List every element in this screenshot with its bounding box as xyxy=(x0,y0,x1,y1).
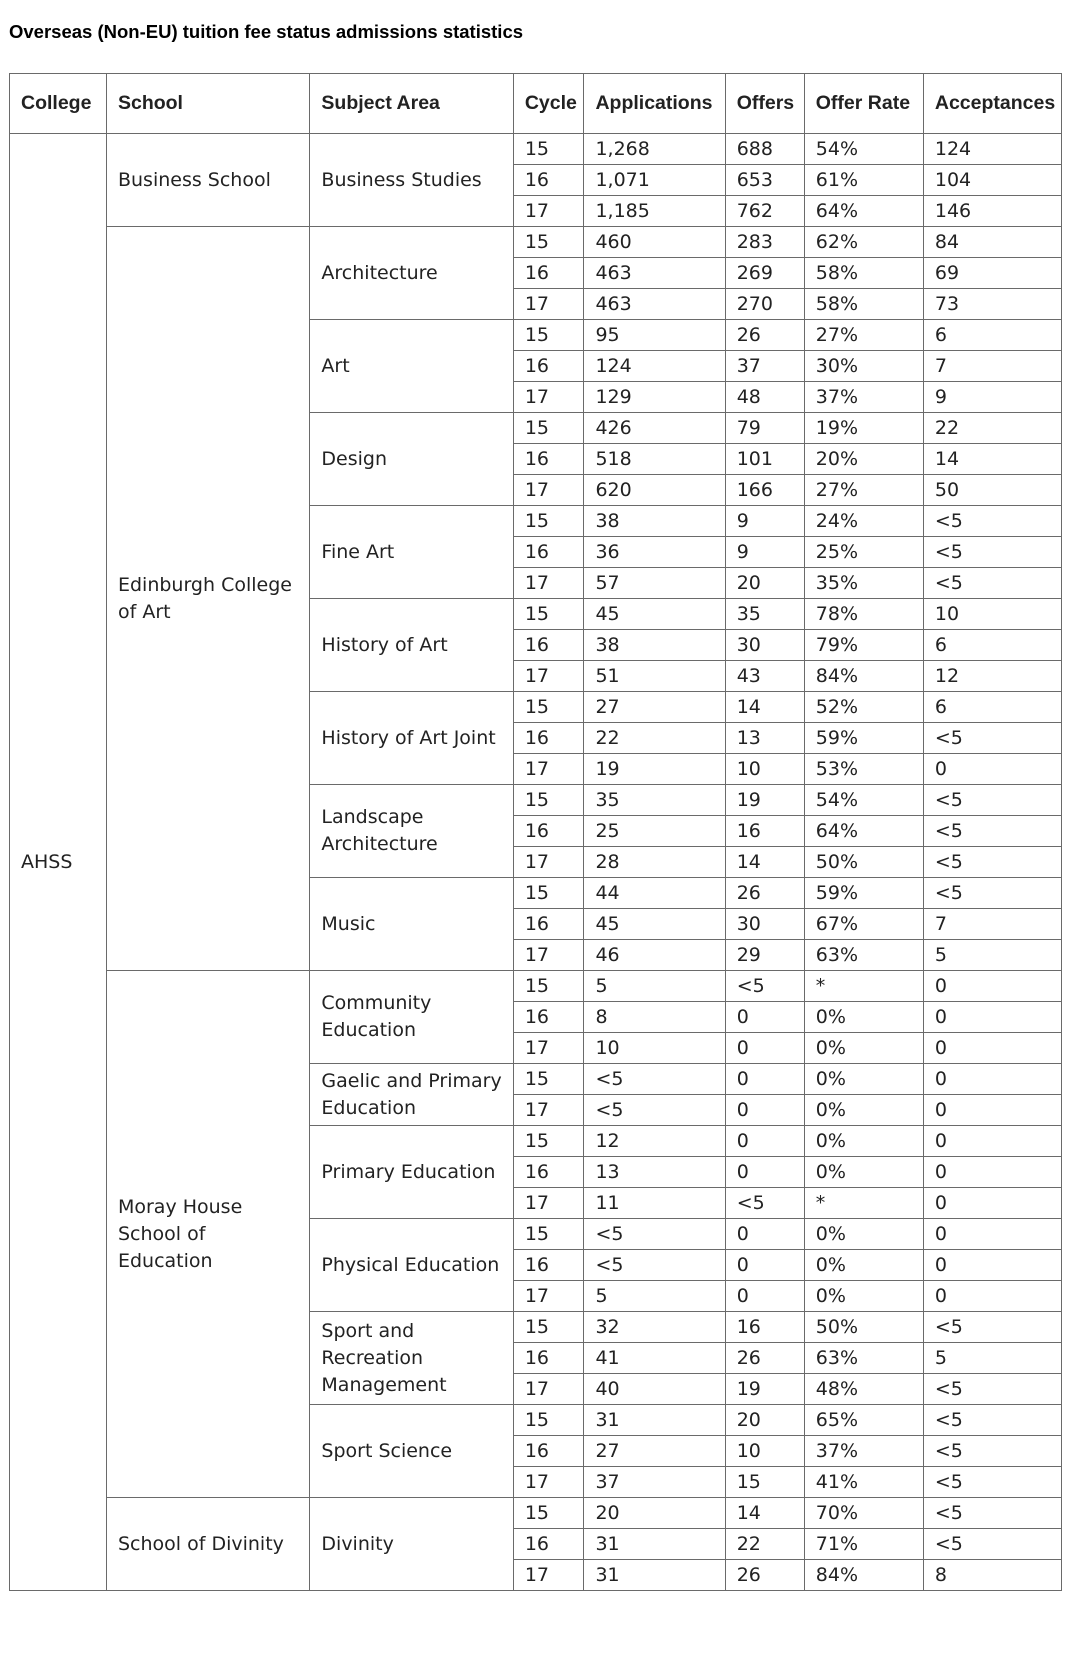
acceptances-cell: 50 xyxy=(923,475,1061,506)
offers-cell: 270 xyxy=(725,289,804,320)
acceptances-cell: <5 xyxy=(923,537,1061,568)
offers-cell: 14 xyxy=(725,1498,804,1529)
subject-area-cell: Music xyxy=(310,878,513,971)
acceptances-cell: 10 xyxy=(923,599,1061,630)
cycle-cell: 16 xyxy=(513,165,584,196)
offer-rate-cell: 62% xyxy=(804,227,923,258)
acceptances-cell: <5 xyxy=(923,1498,1061,1529)
applications-cell: 57 xyxy=(584,568,725,599)
offers-cell: 35 xyxy=(725,599,804,630)
applications-cell: 44 xyxy=(584,878,725,909)
table-row xyxy=(10,134,1062,165)
offer-rate-cell: * xyxy=(804,971,923,1002)
cycle-cell: 16 xyxy=(513,909,584,940)
offer-rate-cell: 84% xyxy=(804,1560,923,1591)
acceptances-cell: <5 xyxy=(923,785,1061,816)
offers-cell: 0 xyxy=(725,1250,804,1281)
offer-rate-cell: 35% xyxy=(804,568,923,599)
offers-cell: 9 xyxy=(725,506,804,537)
cycle-cell: 16 xyxy=(513,630,584,661)
offers-cell: 43 xyxy=(725,661,804,692)
applications-cell: 19 xyxy=(584,754,725,785)
acceptances-cell: 69 xyxy=(923,258,1061,289)
acceptances-cell: 0 xyxy=(923,1064,1061,1095)
offer-rate-cell: 41% xyxy=(804,1467,923,1498)
offers-cell: 15 xyxy=(725,1467,804,1498)
table-body xyxy=(10,134,1062,1591)
applications-cell: <5 xyxy=(584,1095,725,1126)
applications-cell: 40 xyxy=(584,1374,725,1405)
acceptances-cell: 22 xyxy=(923,413,1061,444)
offers-cell: 10 xyxy=(725,1436,804,1467)
acceptances-cell: 0 xyxy=(923,1126,1061,1157)
offer-rate-cell: 24% xyxy=(804,506,923,537)
offer-rate-cell: 0% xyxy=(804,1002,923,1033)
subject-area-cell: Art xyxy=(310,320,513,413)
subject-area-cell: Primary Education xyxy=(310,1126,513,1219)
applications-cell: 31 xyxy=(584,1529,725,1560)
offers-cell: 14 xyxy=(725,847,804,878)
offers-cell: 19 xyxy=(725,1374,804,1405)
subject-area-cell: History of Art Joint xyxy=(310,692,513,785)
cycle-cell: 17 xyxy=(513,847,584,878)
acceptances-cell: 5 xyxy=(923,1343,1061,1374)
cycle-cell: 17 xyxy=(513,1033,584,1064)
offers-cell: 22 xyxy=(725,1529,804,1560)
acceptances-cell: <5 xyxy=(923,1312,1061,1343)
acceptances-cell: 0 xyxy=(923,1157,1061,1188)
acceptances-cell: <5 xyxy=(923,506,1061,537)
offers-cell: 30 xyxy=(725,630,804,661)
offer-rate-cell: 27% xyxy=(804,475,923,506)
applications-cell: 38 xyxy=(584,506,725,537)
offers-cell: 653 xyxy=(725,165,804,196)
offers-cell: 0 xyxy=(725,1002,804,1033)
applications-cell: 5 xyxy=(584,971,725,1002)
offer-rate-cell: 30% xyxy=(804,351,923,382)
offer-rate-cell: 59% xyxy=(804,878,923,909)
table-row xyxy=(10,227,1062,258)
applications-cell: 45 xyxy=(584,599,725,630)
cycle-cell: 17 xyxy=(513,1281,584,1312)
offer-rate-cell: 0% xyxy=(804,1250,923,1281)
offers-cell: 0 xyxy=(725,1064,804,1095)
offers-cell: 14 xyxy=(725,692,804,723)
offer-rate-cell: 79% xyxy=(804,630,923,661)
applications-cell: 31 xyxy=(584,1560,725,1591)
applications-cell: <5 xyxy=(584,1219,725,1250)
cycle-cell: 15 xyxy=(513,599,584,630)
cycle-cell: 17 xyxy=(513,382,584,413)
offers-cell: 0 xyxy=(725,1095,804,1126)
acceptances-cell: 5 xyxy=(923,940,1061,971)
applications-cell: 27 xyxy=(584,1436,725,1467)
offers-cell: 0 xyxy=(725,1219,804,1250)
offers-cell: 13 xyxy=(725,723,804,754)
applications-cell: 37 xyxy=(584,1467,725,1498)
offers-cell: 79 xyxy=(725,413,804,444)
offer-rate-cell: 48% xyxy=(804,1374,923,1405)
offers-cell: 688 xyxy=(725,134,804,165)
subject-area-cell: Sport Science xyxy=(310,1405,513,1498)
acceptances-cell: 12 xyxy=(923,661,1061,692)
offer-rate-cell: 71% xyxy=(804,1529,923,1560)
applications-cell: 8 xyxy=(584,1002,725,1033)
applications-cell: 463 xyxy=(584,289,725,320)
cycle-cell: 17 xyxy=(513,1467,584,1498)
offers-cell: 166 xyxy=(725,475,804,506)
offers-cell: 0 xyxy=(725,1126,804,1157)
applications-cell: 95 xyxy=(584,320,725,351)
applications-cell: 10 xyxy=(584,1033,725,1064)
offer-rate-cell: 0% xyxy=(804,1064,923,1095)
cycle-cell: 15 xyxy=(513,878,584,909)
offers-cell: <5 xyxy=(725,971,804,1002)
offer-rate-cell: 37% xyxy=(804,382,923,413)
acceptances-cell: <5 xyxy=(923,1374,1061,1405)
cycle-cell: 17 xyxy=(513,940,584,971)
applications-cell: 518 xyxy=(584,444,725,475)
applications-cell: 22 xyxy=(584,723,725,754)
acceptances-cell: 146 xyxy=(923,196,1061,227)
cycle-cell: 16 xyxy=(513,723,584,754)
offer-rate-cell: 63% xyxy=(804,1343,923,1374)
column-header-acceptances: Acceptances xyxy=(923,74,1061,134)
applications-cell: 129 xyxy=(584,382,725,413)
cycle-cell: 15 xyxy=(513,506,584,537)
offers-cell: 101 xyxy=(725,444,804,475)
applications-cell: 32 xyxy=(584,1312,725,1343)
applications-cell: 620 xyxy=(584,475,725,506)
cycle-cell: 17 xyxy=(513,568,584,599)
offer-rate-cell: 70% xyxy=(804,1498,923,1529)
acceptances-cell: 0 xyxy=(923,1219,1061,1250)
offers-cell: 20 xyxy=(725,568,804,599)
cycle-cell: 17 xyxy=(513,754,584,785)
acceptances-cell: 104 xyxy=(923,165,1061,196)
cycle-cell: 17 xyxy=(513,289,584,320)
cycle-cell: 16 xyxy=(513,1436,584,1467)
cycle-cell: 17 xyxy=(513,475,584,506)
column-header-offers: Offers xyxy=(725,74,804,134)
cycle-cell: 16 xyxy=(513,1343,584,1374)
cycle-cell: 16 xyxy=(513,816,584,847)
acceptances-cell: 0 xyxy=(923,1281,1061,1312)
subject-area-cell: Divinity xyxy=(310,1498,513,1591)
acceptances-cell: 14 xyxy=(923,444,1061,475)
applications-cell: 1,268 xyxy=(584,134,725,165)
offer-rate-cell: 0% xyxy=(804,1095,923,1126)
offer-rate-cell: 19% xyxy=(804,413,923,444)
subject-area-cell: Physical Education xyxy=(310,1219,513,1312)
column-header-school: School xyxy=(106,74,309,134)
cycle-cell: 16 xyxy=(513,1002,584,1033)
offer-rate-cell: 78% xyxy=(804,599,923,630)
offers-cell: 762 xyxy=(725,196,804,227)
applications-cell: 13 xyxy=(584,1157,725,1188)
applications-cell: 12 xyxy=(584,1126,725,1157)
applications-cell: 45 xyxy=(584,909,725,940)
cycle-cell: 17 xyxy=(513,1095,584,1126)
offers-cell: 16 xyxy=(725,1312,804,1343)
column-header-cycle: Cycle xyxy=(513,74,584,134)
admissions-table xyxy=(9,73,1062,1591)
cycle-cell: 15 xyxy=(513,1312,584,1343)
offers-cell: 37 xyxy=(725,351,804,382)
offer-rate-cell: 0% xyxy=(804,1281,923,1312)
applications-cell: <5 xyxy=(584,1250,725,1281)
offers-cell: 16 xyxy=(725,816,804,847)
cycle-cell: 15 xyxy=(513,227,584,258)
applications-cell: 5 xyxy=(584,1281,725,1312)
school-cell: Moray House School of Education xyxy=(106,971,309,1498)
cycle-cell: 15 xyxy=(513,692,584,723)
cycle-cell: 16 xyxy=(513,444,584,475)
cycle-cell: 17 xyxy=(513,1560,584,1591)
acceptances-cell: <5 xyxy=(923,723,1061,754)
offer-rate-cell: 64% xyxy=(804,816,923,847)
applications-cell: 426 xyxy=(584,413,725,444)
offer-rate-cell: 65% xyxy=(804,1405,923,1436)
acceptances-cell: 84 xyxy=(923,227,1061,258)
acceptances-cell: 7 xyxy=(923,351,1061,382)
offer-rate-cell: 52% xyxy=(804,692,923,723)
offer-rate-cell: 67% xyxy=(804,909,923,940)
cycle-cell: 17 xyxy=(513,1374,584,1405)
acceptances-cell: 73 xyxy=(923,289,1061,320)
cycle-cell: 15 xyxy=(513,1498,584,1529)
cycle-cell: 16 xyxy=(513,1250,584,1281)
applications-cell: 463 xyxy=(584,258,725,289)
cycle-cell: 15 xyxy=(513,1405,584,1436)
applications-cell: 1,185 xyxy=(584,196,725,227)
subject-area-cell: Sport and Recreation Management xyxy=(310,1312,513,1405)
offers-cell: 0 xyxy=(725,1157,804,1188)
applications-cell: 11 xyxy=(584,1188,725,1219)
cycle-cell: 17 xyxy=(513,661,584,692)
applications-cell: 35 xyxy=(584,785,725,816)
column-header-college: College xyxy=(10,74,107,134)
offer-rate-cell: 84% xyxy=(804,661,923,692)
column-header-subject-area: Subject Area xyxy=(310,74,513,134)
offer-rate-cell: 0% xyxy=(804,1033,923,1064)
offer-rate-cell: * xyxy=(804,1188,923,1219)
acceptances-cell: <5 xyxy=(923,1467,1061,1498)
cycle-cell: 17 xyxy=(513,196,584,227)
offer-rate-cell: 27% xyxy=(804,320,923,351)
page-title: Overseas (Non-EU) tuition fee status admissions statistics xyxy=(9,21,524,42)
column-header-offer-rate: Offer Rate xyxy=(804,74,923,134)
offer-rate-cell: 37% xyxy=(804,1436,923,1467)
table-row xyxy=(10,971,1062,1002)
applications-cell: 25 xyxy=(584,816,725,847)
applications-cell: 36 xyxy=(584,537,725,568)
offers-cell: 26 xyxy=(725,878,804,909)
subject-area-cell: Landscape Architecture xyxy=(310,785,513,878)
offer-rate-cell: 0% xyxy=(804,1157,923,1188)
applications-cell: 27 xyxy=(584,692,725,723)
cycle-cell: 15 xyxy=(513,134,584,165)
acceptances-cell: <5 xyxy=(923,1405,1061,1436)
offer-rate-cell: 20% xyxy=(804,444,923,475)
acceptances-cell: 6 xyxy=(923,692,1061,723)
subject-area-cell: Community Education xyxy=(310,971,513,1064)
acceptances-cell: 7 xyxy=(923,909,1061,940)
offers-cell: 26 xyxy=(725,320,804,351)
subject-area-cell: Architecture xyxy=(310,227,513,320)
offers-cell: 0 xyxy=(725,1033,804,1064)
offer-rate-cell: 50% xyxy=(804,1312,923,1343)
acceptances-cell: 124 xyxy=(923,134,1061,165)
cycle-cell: 15 xyxy=(513,1064,584,1095)
acceptances-cell: 0 xyxy=(923,971,1061,1002)
offer-rate-cell: 54% xyxy=(804,134,923,165)
offers-cell: 30 xyxy=(725,909,804,940)
offers-cell: 269 xyxy=(725,258,804,289)
offer-rate-cell: 58% xyxy=(804,289,923,320)
cycle-cell: 15 xyxy=(513,1219,584,1250)
applications-cell: 460 xyxy=(584,227,725,258)
applications-cell: 38 xyxy=(584,630,725,661)
cycle-cell: 15 xyxy=(513,320,584,351)
applications-cell: 1,071 xyxy=(584,165,725,196)
acceptances-cell: <5 xyxy=(923,568,1061,599)
subject-area-cell: History of Art xyxy=(310,599,513,692)
applications-cell: 124 xyxy=(584,351,725,382)
offers-cell: 0 xyxy=(725,1281,804,1312)
offers-cell: 283 xyxy=(725,227,804,258)
school-cell: School of Divinity xyxy=(106,1498,309,1591)
cycle-cell: 16 xyxy=(513,351,584,382)
acceptances-cell: 0 xyxy=(923,1002,1061,1033)
acceptances-cell: 0 xyxy=(923,1250,1061,1281)
offers-cell: 20 xyxy=(725,1405,804,1436)
applications-cell: <5 xyxy=(584,1064,725,1095)
subject-area-cell: Design xyxy=(310,413,513,506)
acceptances-cell: 0 xyxy=(923,754,1061,785)
offer-rate-cell: 58% xyxy=(804,258,923,289)
offer-rate-cell: 54% xyxy=(804,785,923,816)
cycle-cell: 15 xyxy=(513,1126,584,1157)
cycle-cell: 16 xyxy=(513,537,584,568)
applications-cell: 51 xyxy=(584,661,725,692)
cycle-cell: 16 xyxy=(513,258,584,289)
offer-rate-cell: 50% xyxy=(804,847,923,878)
offer-rate-cell: 61% xyxy=(804,165,923,196)
applications-cell: 41 xyxy=(584,1343,725,1374)
offers-cell: 10 xyxy=(725,754,804,785)
cycle-cell: 15 xyxy=(513,785,584,816)
cycle-cell: 16 xyxy=(513,1157,584,1188)
offers-cell: 26 xyxy=(725,1560,804,1591)
college-cell: AHSS xyxy=(10,134,107,1591)
acceptances-cell: <5 xyxy=(923,1436,1061,1467)
acceptances-cell: <5 xyxy=(923,816,1061,847)
acceptances-cell: <5 xyxy=(923,847,1061,878)
table-row xyxy=(10,1498,1062,1529)
offer-rate-cell: 64% xyxy=(804,196,923,227)
school-cell: Edinburgh College of Art xyxy=(106,227,309,971)
offers-cell: <5 xyxy=(725,1188,804,1219)
acceptances-cell: <5 xyxy=(923,878,1061,909)
cycle-cell: 16 xyxy=(513,1529,584,1560)
offers-cell: 26 xyxy=(725,1343,804,1374)
applications-cell: 31 xyxy=(584,1405,725,1436)
acceptances-cell: 6 xyxy=(923,320,1061,351)
offer-rate-cell: 0% xyxy=(804,1126,923,1157)
school-cell: Business School xyxy=(106,134,309,227)
header-row xyxy=(10,74,1062,134)
acceptances-cell: 0 xyxy=(923,1033,1061,1064)
cycle-cell: 17 xyxy=(513,1188,584,1219)
acceptances-cell: <5 xyxy=(923,1529,1061,1560)
offers-cell: 9 xyxy=(725,537,804,568)
acceptances-cell: 8 xyxy=(923,1560,1061,1591)
acceptances-cell: 0 xyxy=(923,1095,1061,1126)
offer-rate-cell: 25% xyxy=(804,537,923,568)
column-header-applications: Applications xyxy=(584,74,725,134)
applications-cell: 20 xyxy=(584,1498,725,1529)
subject-area-cell: Fine Art xyxy=(310,506,513,599)
offer-rate-cell: 0% xyxy=(804,1219,923,1250)
subject-area-cell: Gaelic and Primary Education xyxy=(310,1064,513,1126)
offer-rate-cell: 59% xyxy=(804,723,923,754)
offers-cell: 19 xyxy=(725,785,804,816)
cycle-cell: 15 xyxy=(513,971,584,1002)
offer-rate-cell: 63% xyxy=(804,940,923,971)
offers-cell: 48 xyxy=(725,382,804,413)
applications-cell: 46 xyxy=(584,940,725,971)
acceptances-cell: 0 xyxy=(923,1188,1061,1219)
acceptances-cell: 6 xyxy=(923,630,1061,661)
cycle-cell: 15 xyxy=(513,413,584,444)
acceptances-cell: 9 xyxy=(923,382,1061,413)
offers-cell: 29 xyxy=(725,940,804,971)
subject-area-cell: Business Studies xyxy=(310,134,513,227)
applications-cell: 28 xyxy=(584,847,725,878)
offer-rate-cell: 53% xyxy=(804,754,923,785)
